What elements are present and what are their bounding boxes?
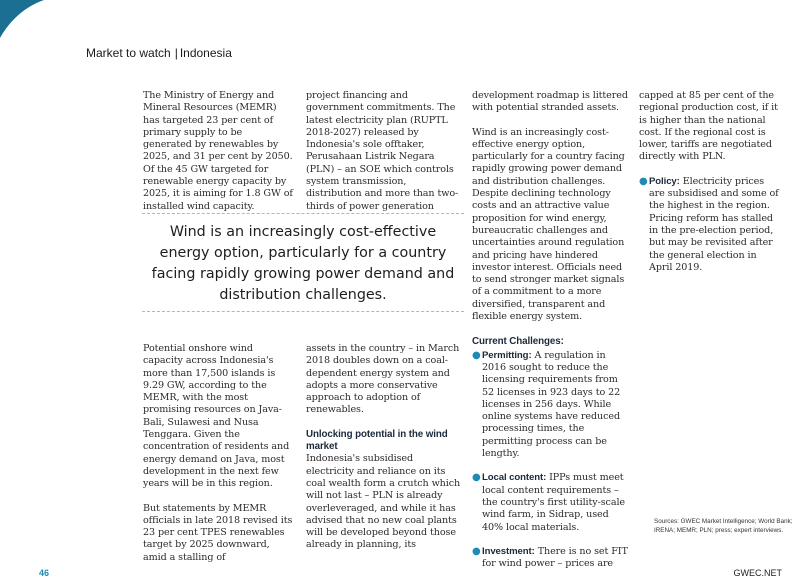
bullet-text: There is no set FIT for wind power – prices are bbox=[482, 545, 628, 570]
bullet-dot-icon: ● bbox=[472, 545, 481, 557]
bullet-label: Permitting: bbox=[482, 349, 532, 361]
paragraph: development roadmap is littered with potential stranded assets. bbox=[472, 90, 628, 114]
header-section: Market to watch bbox=[86, 46, 171, 60]
bullet-text: Electricity prices are subsidised and some of the highest in the region. Pricing reform has stalled in the pre-election period, but may be revisited after the general election in April 2019. bbox=[649, 175, 779, 273]
paragraph: Indonesia's subsidised electricity and reliance on its coal wealth form a crutch which will not last – PLN is already overleveraged, and while it has advised that no new coal plants will be developed beyond those already in planning, its bbox=[306, 453, 461, 551]
sources-note: Sources: GWEC Market Intelligence; World Bank; IRENA; MEMR; PLN; press; expert interviews. bbox=[654, 518, 793, 534]
quote-divider-bottom bbox=[142, 311, 464, 312]
corner-accent-shape bbox=[0, 0, 44, 44]
paragraph: capped at 85 per cent of the regional production cost, if it is higher than the national cost. If the regional cost is lower, tariffs are negotiated directly with PLN. bbox=[639, 90, 778, 163]
quote-divider-top bbox=[142, 213, 464, 214]
paragraph: project financing and government commitments. The latest electricity plan (RUPTL 2018-2027) released by Indonesia's sole offtaker, Perusahaan Listrik Negara (PLN) – an SOE which controls system transmission, distribution and more than two-thirds of power generation bbox=[306, 90, 459, 212]
header-country: Indonesia bbox=[179, 46, 232, 60]
column2-bottom bbox=[306, 343, 463, 552]
bullet-item bbox=[472, 546, 632, 571]
subheading: Unlocking potential in the wind market bbox=[306, 428, 448, 453]
bullet-text: IPPs must meet local content requirements – the country's first utility-scale wind farm, in Sidrap, used 40% local materials. bbox=[482, 472, 625, 533]
paragraph: The Ministry of Energy and Mineral Resources (MEMR) has targeted 23 per cent of primary supply to be generated by renewables by 2025, and 31 per cent by 2050. Of the 45 GW targeted for renewable energy capacity by 2025, it is aiming for 1.8 GW of installed wind capacity. bbox=[143, 90, 293, 212]
column1-top bbox=[143, 90, 293, 213]
bullet-dot-icon: ● bbox=[472, 349, 481, 361]
bullet-item bbox=[639, 176, 781, 274]
page-number: 46 bbox=[39, 568, 50, 578]
column3 bbox=[472, 90, 632, 570]
bullet-text: A regulation in 2016 sought to reduce the licensing requirements from 52 licenses in 923 days to 22 licenses in 256 days. While online systems have reduced processing times, the permitting process can be lengthy. bbox=[482, 349, 621, 460]
subheading: Current Challenges: bbox=[472, 336, 564, 348]
column1-bottom bbox=[143, 343, 295, 564]
column2-top bbox=[306, 90, 463, 213]
bullet-dot-icon: ● bbox=[472, 472, 481, 484]
page-header bbox=[86, 46, 232, 60]
bullet-dot-icon: ● bbox=[639, 175, 648, 187]
bullet-label: Local content: bbox=[482, 472, 547, 484]
bullet-item bbox=[472, 350, 632, 461]
pull-quote: Wind is an increasingly cost-effective energy option, particularly for a country facing rapidly growing power demand and distribution challenges. bbox=[151, 224, 455, 303]
website-link[interactable]: GWEC.NET bbox=[733, 568, 782, 578]
paragraph: assets in the country – in March 2018 doubles down on a coal-dependent energy system and adopts a more conservative approach to adoption of renewables. bbox=[306, 343, 460, 416]
bullet-label: Policy: bbox=[649, 175, 680, 187]
bullet-label: Investment: bbox=[482, 545, 535, 557]
header-separator: | bbox=[174, 46, 178, 60]
bullet-item bbox=[472, 472, 632, 533]
paragraph: Wind is an increasingly cost-effective energy option, particularly for a country facing rapidly growing power demand and distribution challenges. Despite declining technology costs and an attractive value proposition for wind energy, bureaucratic challenges and uncertainties around regulation and pricing have hindered investor interest. Officials need to send stronger market signals of a commitment to a more diversified, transparent and flexible energy system. bbox=[472, 126, 625, 323]
paragraph: Potential onshore wind capacity across Indonesia's more than 17,500 islands is 9.29 GW, according to the MEMR, with the most promising resources on Java-Bali, Sulawesi and Nusa Tenggara. Given the concentration of residents and energy demand on Java, most development in the next few years will be in this region. bbox=[143, 343, 290, 490]
paragraph: But statements by MEMR officials in late 2018 revised its 23 per cent TPES renewables target by 2025 downward, amid a stalling of bbox=[143, 502, 293, 563]
column4 bbox=[639, 90, 781, 274]
